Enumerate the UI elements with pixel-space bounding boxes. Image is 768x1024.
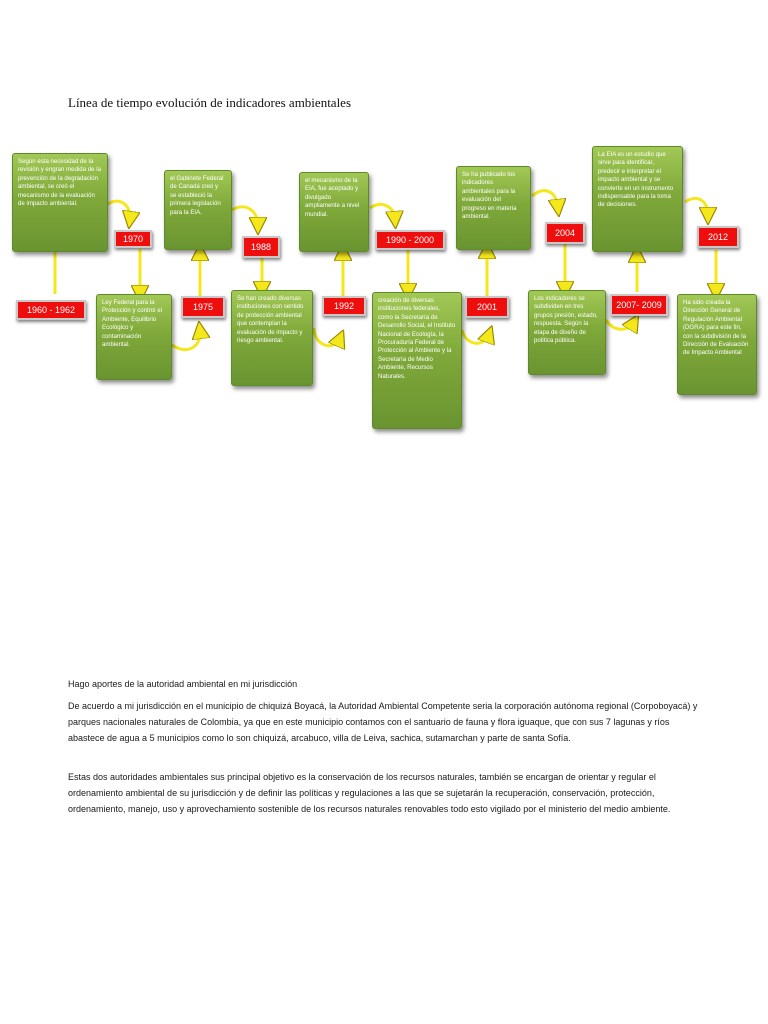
curved-arrow (606, 320, 634, 329)
event-box-1960: Según esta necesidad de la revisión y engran medida de la prevención de la degradación ambiental, se creó el mecanismo de la evaluación de impacto ambiental. (12, 153, 108, 252)
year-label-1960-1962: 1960 - 1962 (16, 300, 86, 320)
year-label-2004: 2004 (545, 222, 585, 244)
curved-arrow (532, 191, 558, 208)
event-box-1990-2000: creación de diversas instituciones federales, como la Secretaría de Desarrollo Social, el Instituto Nacional de Ecología, la Procuraduría Federal de Protección al Ambiente y la Secretaría de Medio Ambiente, Recursos Naturales. (372, 292, 462, 429)
event-box-1970: Ley Federal para la Protección y control el Ambiente, Equilibrio Ecológico y contaminación ambiental. (96, 294, 172, 380)
curved-arrow (462, 330, 489, 343)
year-label-1990-2000: 1990 - 2000 (375, 230, 445, 250)
paragraph-objectives: Estas dos autoridades ambientales sus principal objetivo es la conservación de los recursos naturales, también se encargan de orientar y regular el ordenamiento ambiental de su jurisdicción y de definir las políticas y regulaciones a las que se sujetarán la recuperación, conservación, protección, ordenamiento, manejo, uso y aprovechamiento sostenible de los recursos naturales renovables todo esto vigilado por el ministerio del medio ambiente. (68, 772, 671, 814)
year-label-1992: 1992 (322, 296, 366, 316)
curved-arrow (172, 330, 200, 350)
year-label-1970: 1970 (114, 230, 152, 248)
document-title: Línea de tiempo evolución de indicadores ambientales (68, 95, 352, 110)
event-box-2001: Se ha publicado los indicadores ambientales para la evaluación del progreso en materia ambiental. (456, 166, 531, 250)
curved-arrow (108, 201, 130, 220)
curved-arrow (685, 198, 708, 216)
event-box-1988: Se han creado diversas instituciones con sentido de protección ambiental que contemplan la evaluación de impacto y riesgo ambiental. (231, 290, 313, 386)
year-label-1975: 1975 (181, 296, 225, 318)
year-label-2001: 2001 (465, 296, 509, 318)
year-label-1988: 1988 (242, 236, 280, 258)
section-heading: Hago aportes de la autoridad ambiental en mi jurisdicción (68, 679, 298, 689)
year-label-2012: 2012 (697, 226, 739, 248)
event-box-2007-2009: La EIA es un estudio que sirve para identificar, predecir e interpretar el impacto ambiental y se convierte en un instrumento indispensable para la toma de decisiones. (592, 146, 683, 252)
curved-arrow (232, 207, 258, 226)
year-label-2007-2009: 2007- 2009 (610, 294, 668, 316)
event-box-2004: Los indicadores se subdividen en tres grupos presión, estado, respuesta. Según la etapa de diseño de política pública. (528, 290, 606, 375)
event-box-2012: Ha sido creada la Dirección General de Regulación Ambiental (DGRA) para este fin, con la subdivisión de la Dirección de Evaluación de Impacto Ambiental (677, 294, 757, 395)
curved-arrow (370, 204, 395, 220)
curved-arrow (314, 328, 340, 346)
paragraph-authority: De acuerdo a mi jurisdicción en el municipio de chiquizá Boyacá, la Autoridad Ambiental Competente seria la corporación autónoma regional (Corpoboyacá) y parques nacionales naturales de Colombia, ya que en este municipio contamos con el santuario de fauna y flora iguaque, que con sus 7 lagunas y ríos abastece de agua a 5 municipios como lo son chiquizá, arcabuco, villa de Leiva, sachica, sutamarchan y parte de santa Sofía. (68, 701, 698, 743)
event-box-1992: el mecanismo de la EIA, fue aceptado y divulgado ampliamente a nivel mundial. (299, 172, 369, 252)
event-box-1975: el Gabinete Federal de Canadá creó y se estableció la primera legislación para la EIA. (164, 170, 232, 250)
